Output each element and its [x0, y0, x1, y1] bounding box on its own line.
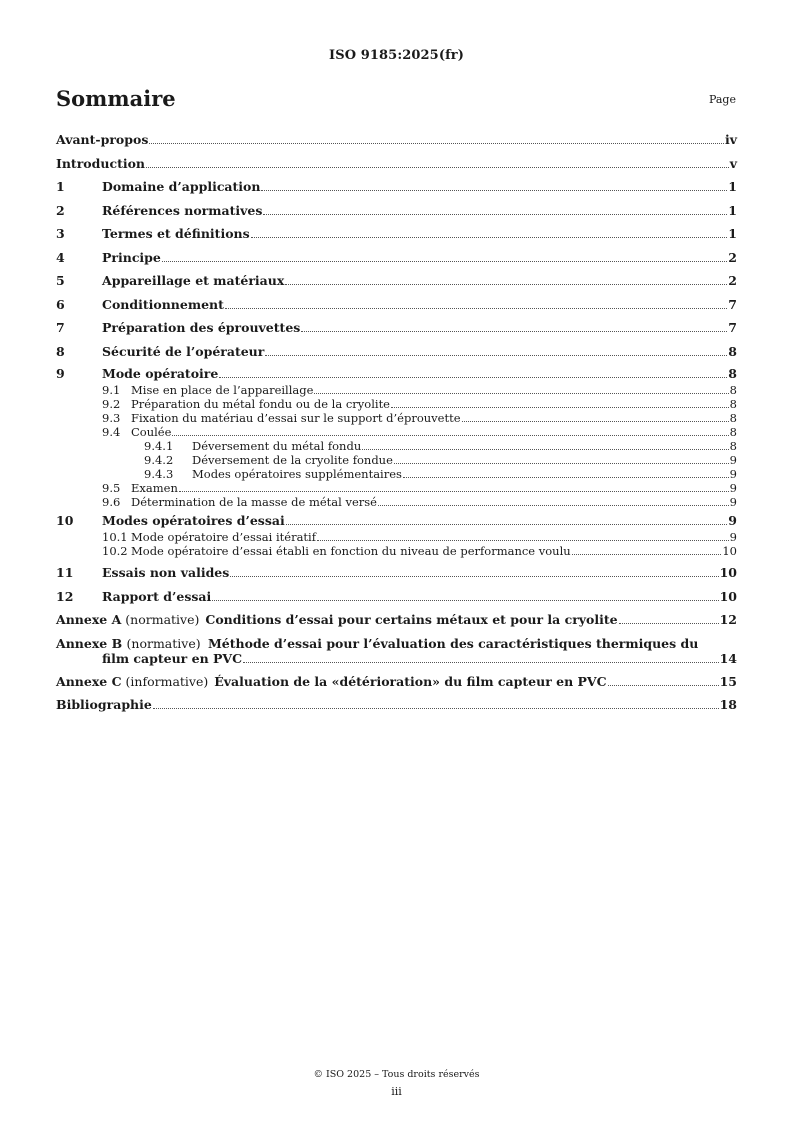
- toc-entry-number: 9.1: [102, 383, 121, 397]
- dot-leader: [362, 449, 728, 450]
- toc-entry-section-12[interactable]: [56, 585, 737, 609]
- toc-entry-page: 8: [728, 343, 737, 359]
- toc-entry-number: 3: [56, 226, 65, 241]
- toc-entry-title: Mise en place de l’appareillage: [131, 383, 314, 397]
- toc-entry-number: 9.4.3: [144, 467, 174, 481]
- toc-entry-page: 9: [729, 467, 737, 481]
- toc-entry-number: 9.3: [102, 411, 121, 425]
- toc-entry-page: 10: [722, 544, 737, 558]
- dot-leader: [243, 662, 719, 663]
- toc-entry-section-11[interactable]: [56, 561, 737, 585]
- dot-leader: [394, 463, 729, 464]
- toc-entry-page: iv: [724, 132, 737, 147]
- toc-entry-avant-propos[interactable]: [56, 128, 737, 152]
- toc-entry-title: Préparation du métal fondu ou de la cryolite: [131, 397, 390, 411]
- dot-leader: [285, 284, 727, 285]
- toc-entry-section-9[interactable]: [56, 363, 737, 383]
- toc-entry-number: 6: [56, 296, 65, 312]
- toc-entry-title: Fixation du matériau d’essai sur le support d’éprouvette: [131, 411, 461, 425]
- toc-entry-section-9-2[interactable]: [56, 397, 737, 411]
- annex-label: Annexe B: [56, 635, 123, 651]
- annex-b-line-1: [56, 636, 737, 651]
- toc-entry-section-9-1[interactable]: [56, 383, 737, 397]
- dot-leader: [572, 554, 722, 555]
- dot-leader: [162, 261, 727, 262]
- toc-entry-title: Détermination de la masse de métal versé: [131, 495, 377, 509]
- toc-entry-page: 8: [729, 425, 737, 439]
- toc-entry-number: 12: [56, 588, 74, 604]
- toc-entry-section-9-3[interactable]: [56, 411, 737, 425]
- toc-entry-page: 9: [728, 513, 737, 528]
- annex-title-line-2: film capteur en PVC: [102, 650, 243, 666]
- copyright-notice: © ISO 2025 – Tous droits réservés: [313, 1069, 480, 1080]
- toc-entry-number: 10.2: [102, 544, 128, 558]
- toc-entry-section-9-4-3[interactable]: [56, 467, 737, 481]
- toc-title: Sommaire: [56, 86, 176, 111]
- dot-leader: [261, 190, 727, 191]
- toc-entry-page: 8: [729, 397, 737, 411]
- toc-entry-number: 10: [56, 513, 74, 528]
- toc-entry-title: Appareillage et matériaux: [102, 273, 285, 288]
- annex-kind: (normative): [126, 635, 201, 651]
- toc-entry-section-8[interactable]: [56, 340, 737, 364]
- toc-entry-title: Conditionnement: [102, 296, 224, 312]
- annex-b-line-2: [56, 651, 737, 666]
- dot-leader: [265, 355, 727, 356]
- document-header: ISO 9185:2025(fr): [329, 48, 464, 63]
- toc-entry-section-1[interactable]: [56, 175, 737, 199]
- toc-entry-section-10-1[interactable]: [56, 530, 737, 544]
- toc-entry-page: 9: [729, 530, 737, 544]
- toc-entry-page: 7: [728, 320, 737, 335]
- toc-entry-annex-a[interactable]: [56, 608, 737, 632]
- toc-entry-section-7[interactable]: [56, 316, 737, 340]
- toc-entry-page: 10: [719, 565, 737, 580]
- dot-leader: [301, 331, 727, 332]
- dot-leader: [219, 377, 727, 378]
- toc-entry-section-3[interactable]: [56, 222, 737, 246]
- dot-leader: [153, 708, 719, 709]
- toc-entry-page: 15: [719, 673, 737, 689]
- toc-entry-page: 8: [729, 411, 737, 425]
- annex-label: Annexe A: [56, 612, 122, 627]
- toc-entry-section-9-4-2[interactable]: [56, 453, 737, 467]
- toc-entry-section-2[interactable]: [56, 199, 737, 223]
- toc-entry-title: Sécurité de l’opérateur: [102, 343, 265, 359]
- toc-entry-section-6[interactable]: [56, 293, 737, 317]
- toc-entry-title: Références normatives: [102, 202, 263, 218]
- toc-entry-page: 8: [729, 439, 737, 453]
- dot-leader: [391, 407, 729, 408]
- toc-entry-number: 9.4.2: [144, 453, 174, 467]
- toc-entry-title: Mode opératoire: [102, 366, 219, 381]
- toc-entry-page: 2: [728, 273, 737, 288]
- dot-leader: [619, 623, 719, 624]
- toc-entry-page: 9: [729, 481, 737, 495]
- toc-entry-number: 5: [56, 273, 65, 288]
- toc-entry-page: 2: [728, 249, 737, 265]
- toc-entry-title: Bibliographie: [56, 697, 152, 712]
- dot-leader: [212, 600, 718, 601]
- toc-entry-page: v: [729, 155, 737, 171]
- toc-entry-title: Termes et définitions: [102, 226, 250, 241]
- toc-entry-page: 8: [729, 383, 737, 397]
- dot-leader: [251, 237, 728, 238]
- toc-entry-section-4[interactable]: [56, 246, 737, 270]
- toc-entry-title: Coulée: [131, 425, 172, 439]
- dot-leader: [286, 524, 728, 525]
- toc-entry-page: 1: [728, 179, 737, 194]
- toc-entry-page: 1: [728, 202, 737, 218]
- dot-leader: [230, 576, 718, 577]
- toc-entry-title: Avant-propos: [56, 132, 149, 147]
- dot-leader: [462, 421, 729, 422]
- toc-entry-number: 8: [56, 343, 65, 359]
- toc-entry-introduction[interactable]: [56, 152, 737, 176]
- annex-kind: (informative): [125, 673, 209, 689]
- toc-entry-section-5[interactable]: [56, 269, 737, 293]
- toc-entry-title: Mode opératoire d’essai établi en fonction du niveau de performance voulu: [131, 544, 571, 558]
- toc-entry-title: Rapport d’essai: [102, 588, 212, 604]
- toc-entry-number: 9.6: [102, 495, 121, 509]
- toc-entry-title: Déversement de la cryolite fondue: [192, 453, 393, 467]
- toc-entry-annex-b[interactable]: [56, 636, 737, 666]
- toc-entry-title: Examen: [131, 481, 178, 495]
- toc-entry-page: 9: [729, 453, 737, 467]
- toc-entry-page: 18: [719, 697, 737, 712]
- toc-entry-title: Déversement du métal fondu: [192, 439, 362, 453]
- toc-entry-title: Mode opératoire d’essai itératif: [131, 530, 316, 544]
- toc-entry-page: 12: [719, 612, 737, 627]
- annex-kind: (normative): [125, 612, 200, 627]
- toc-entry-title: Préparation des éprouvettes: [102, 320, 301, 335]
- toc-entry-page: 8: [728, 366, 737, 381]
- toc-entry-section-10[interactable]: [56, 509, 737, 530]
- toc-entry-title: Introduction: [56, 155, 146, 171]
- toc-entry-number: 10.1: [102, 530, 128, 544]
- toc-entry-number: 1: [56, 179, 65, 194]
- toc-entry-title: Principe: [102, 249, 161, 265]
- toc-entry-title: Modes opératoires supplémentaires: [192, 467, 402, 481]
- toc-entry-number: 9.2: [102, 397, 121, 411]
- toc-entry-page: 14: [719, 650, 737, 666]
- toc-entry-number: 9.5: [102, 481, 121, 495]
- dot-leader: [403, 477, 729, 478]
- toc-entry-number: 7: [56, 320, 65, 335]
- toc-entry-section-9-6[interactable]: [56, 495, 737, 509]
- annex-title: Conditions d’essai pour certains métaux et pour la cryolite: [205, 612, 618, 627]
- toc-entry-number: 9: [56, 366, 65, 381]
- table-of-contents: [56, 128, 737, 717]
- toc-entry-page: 9: [729, 495, 737, 509]
- dot-leader: [608, 685, 719, 686]
- toc-entry-number: 4: [56, 249, 65, 265]
- dot-leader: [378, 505, 729, 506]
- dot-leader: [225, 308, 727, 309]
- toc-entry-page: 10: [719, 588, 737, 604]
- dot-leader: [263, 214, 727, 215]
- toc-entry-section-9-5[interactable]: [56, 481, 737, 495]
- toc-entry-number: 11: [56, 565, 74, 580]
- dot-leader: [314, 393, 728, 394]
- toc-entry-number: 2: [56, 202, 65, 218]
- dot-leader: [179, 491, 729, 492]
- toc-entry-bibliographie[interactable]: [56, 693, 737, 717]
- toc-entry-page: 1: [728, 226, 737, 241]
- page-column-label: Page: [708, 93, 736, 106]
- dot-leader: [146, 167, 729, 168]
- dot-leader: [317, 540, 729, 541]
- dot-leader: [149, 143, 724, 144]
- toc-entry-number: 9.4: [102, 425, 121, 439]
- toc-entry-title: Essais non valides: [102, 565, 230, 580]
- page-number: iii: [391, 1085, 402, 1098]
- dot-leader: [172, 435, 728, 436]
- toc-entry-number: 9.4.1: [144, 439, 174, 453]
- toc-entry-annex-c[interactable]: [56, 670, 737, 694]
- annex-title: Évaluation de la «détérioration» du film capteur en PVC: [214, 673, 607, 689]
- annex-title-line-1: Méthode d’essai pour l’évaluation des caractéristiques thermiques du: [207, 635, 699, 651]
- toc-entry-page: 7: [728, 296, 737, 312]
- toc-entry-section-9-4[interactable]: [56, 425, 737, 439]
- toc-entry-section-9-4-1[interactable]: [56, 439, 737, 453]
- annex-label: Annexe C: [56, 673, 122, 689]
- toc-entry-section-10-2[interactable]: [56, 544, 737, 558]
- toc-entry-title: Modes opératoires d’essai: [102, 513, 285, 528]
- toc-entry-title: Domaine d’application: [102, 179, 261, 194]
